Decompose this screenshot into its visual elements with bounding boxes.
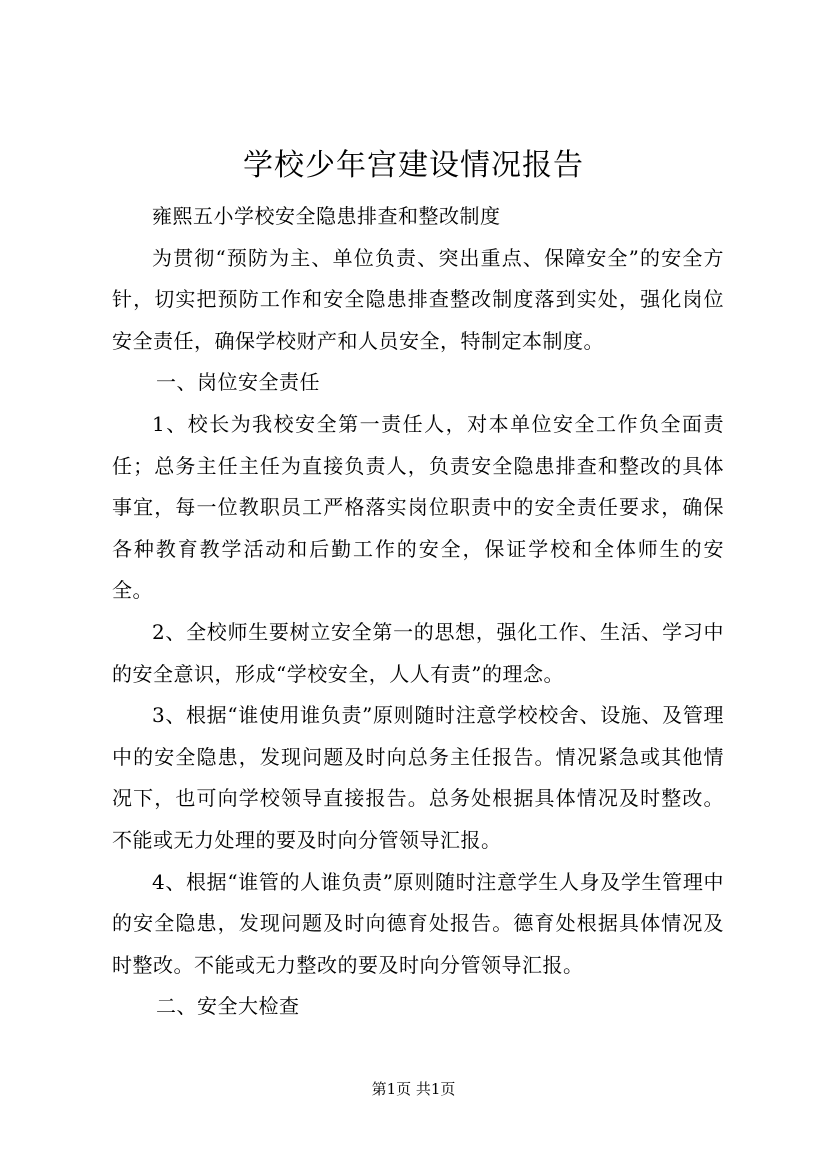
paragraph-item-4: 4、根据“谁管的人谁负责”原则随时注意学生人身及学生管理中的安全隐患，发现问题及时向德育处报告。德育处根据具体情况及时整改。不能或无力整改的要及时向分管领导汇报。 xyxy=(112,869,724,977)
paragraph-item-3: 3、根据“谁使用谁负责”原则随时注意学校校舍、设施、及管理中的安全隐患，发现问题及时向总务主任报告。情况紧急或其他情况下，也可向学校领导直接报告。总务处根据具体情况及时整改。不能或无力处理的要及时向分管领导汇报。 xyxy=(112,703,724,852)
page-footer: 第1页 共1页 xyxy=(371,1080,456,1098)
paragraph-item-1: 1、校长为我校安全第一责任人，对本单位安全工作负全面责任；总务主任主任为直接负责人，负责安全隐患排查和整改的具体事宜，每一位教职员工严格落实岗位职责中的安全责任要求，确保各种教育教学活动和后勤工作的安全，保证学校和全体师生的安全。 xyxy=(112,411,724,603)
document-body xyxy=(112,196,724,1028)
section-heading-1: 一、岗位安全责任 xyxy=(156,370,320,395)
paragraph-item-2: 2、全校师生要树立安全第一的思想，强化工作、生活、学习中的安全意识，形成“学校安全，人人有责”的理念。 xyxy=(112,619,724,686)
document-title: 学校少年宫建设情况报告 xyxy=(243,148,584,183)
paragraph-subtitle: 雍熙五小学校安全隐患排查和整改制度 xyxy=(152,204,501,228)
section-heading-2: 二、安全大检查 xyxy=(156,994,300,1019)
paragraph-intro: 为贯彻“预防为主、单位负责、突出重点、保障安全”的安全方针，切实把预防工作和安全隐患排查整改制度落到实处，强化岗位安全责任，确保学校财产和人员安全，特制定本制度。 xyxy=(112,245,724,353)
